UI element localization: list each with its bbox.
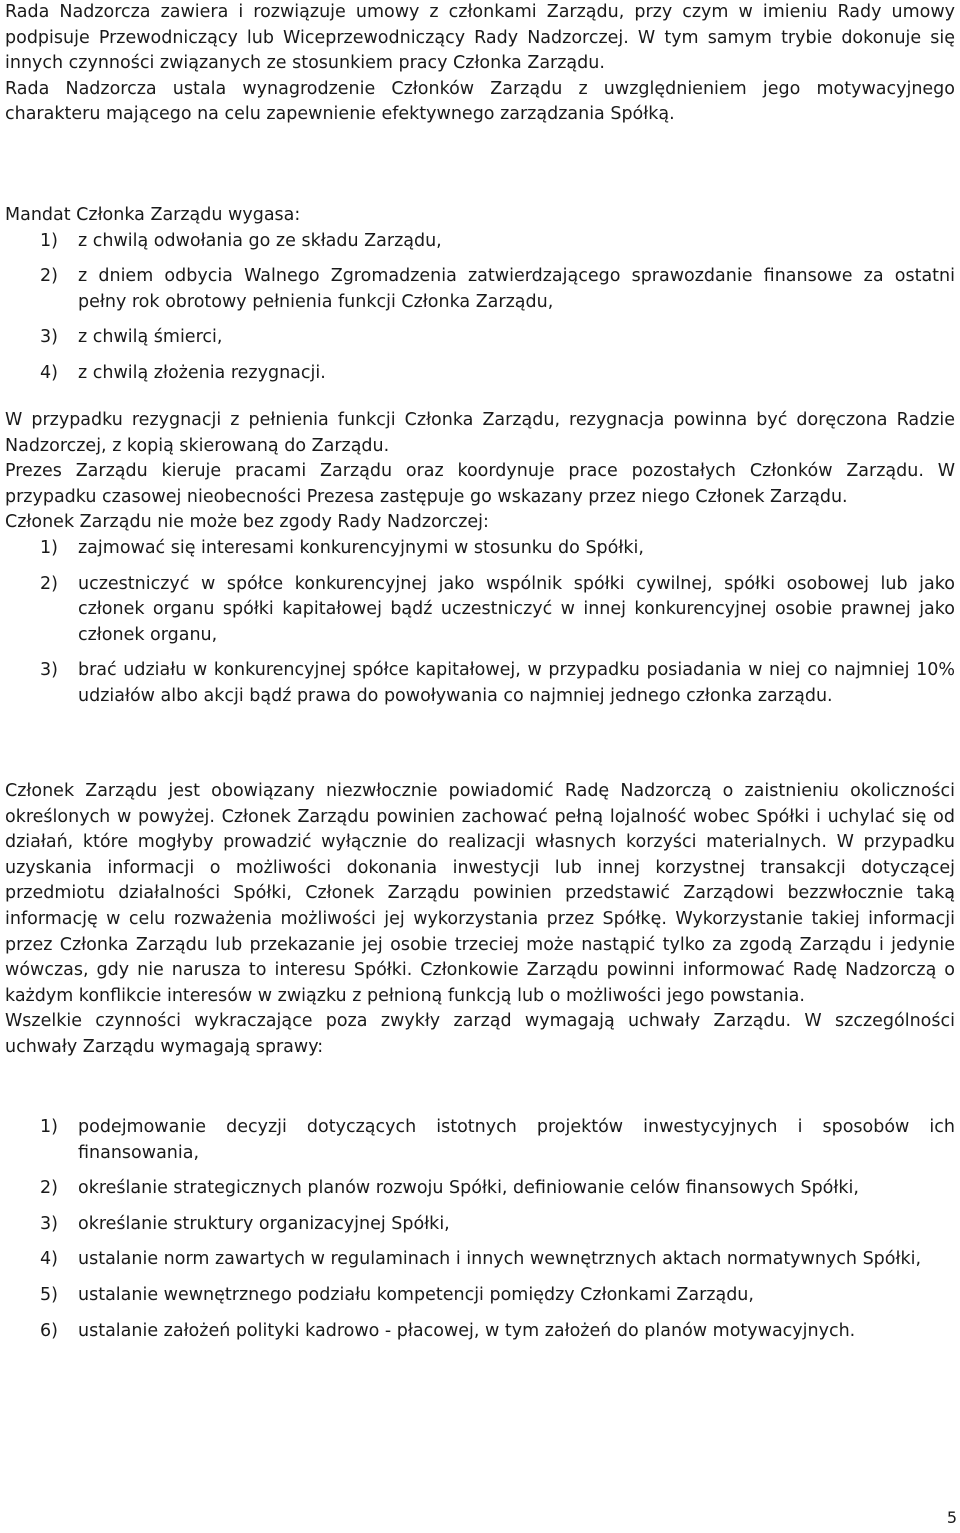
list-item-text: ustalanie norm zawartych w regulaminach i innych wewnętrznych aktach normatywnych Spółki, [78,1249,922,1270]
intro-section [5,0,955,128]
president-paragraph: Prezes Zarządu kieruje pracami Zarządu oraz koordynuje prace pozostałych Członków Zarządu. W przypadku czasowej nieobecności Prezesa zastępuje go wskazany przez niego Członek Zarządu. [5,461,955,507]
list-item [5,1176,955,1202]
intro-paragraph-1: Rada Nadzorcza zawiera i rozwiązuje umowy z członkami Zarządu, przy czym w imieniu Rady umowy podpisuje Przewodniczący lub Wiceprzewodniczący Rady Nadzorczej. W tym samym trybie dokonuje się innych czynności związanych ze stosunkiem pracy Członka Zarządu. [5,2,955,74]
list-item-number: 4) [40,1249,58,1270]
list-item [5,1115,955,1166]
list-item-number: 3) [40,327,58,348]
list-item-text: z chwilą śmierci, [78,327,223,348]
duties-paragraph: Członek Zarządu jest obowiązany niezwłocznie powiadomić Radę Nadzorczą o zaistnieniu okoliczności określonych w powyżej. Członek Zarządu powinien zachować pełną lojalność wobec Spółki i uchylać się od działań, które mogłyby prowadzić wyłącznie do realizacji własnych korzyści materialnych. W przypadku uzyskania informacji o możliwości dokonania inwestycji lub innej korzystnej transakcji dotyczącej przedmiotu działalności Spółki, Członek Zarządu powinien przedstawić Zarządowi bezzwłocznie taką informację w celu rozważenia możliwości jej wykorzystania przez Spółkę. Wykorzystanie takiej informacji przez Członka Zarządu lub przekazanie jej osobie trzeciej może nastąpić tylko za zgodą Zarządu i jedynie wówczas, gdy nie narusza to interesu Spółki. Członkowie Zarządu powinni informować Radę Nadzorczą o każdym konflikcie interesów w związku z pełnioną funkcją lub o możliwości jego powstania. [5,781,955,1006]
list-item-text: ustalanie wewnętrznego podziału kompetencji pomiędzy Członkami Zarządu, [78,1284,754,1305]
list-item-number: 2) [40,573,58,594]
resolutions-section [5,1115,955,1344]
duties-section [5,779,955,1061]
list-item [5,1247,955,1273]
list-item-number: 1) [40,230,58,251]
list-item-text: z dniem odbycia Walnego Zgromadzenia zatwierdzającego sprawozdanie finansowe za ostatni pełny rok obrotowy pełnienia funkcji Członka Zarządu, [78,266,955,312]
resolutions-heading: Wszelkie czynności wykraczające poza zwykły zarząd wymagają uchwały Zarządu. W szczególności uchwały Zarządu wymagają sprawy: [5,1011,955,1057]
list-item-text: określanie struktury organizacyjnej Spółki, [78,1213,450,1234]
list-item [5,264,955,315]
list-item-text: uczestniczyć w spółce konkurencyjnej jako wspólnik spółki cywilnej, spółki osobowej lub jako członek organu spółki kapitałowej bądź uczestniczyć w innej konkurencyjnej osobie prawnej jako członek organu, [78,573,955,645]
list-item [5,325,955,351]
mandate-heading: Mandat Członka Zarządu wygasa: [5,205,301,225]
list-item-number: 6) [40,1320,58,1341]
mandate-section [5,203,955,387]
list-item-number: 4) [40,362,58,383]
list-item-text: określanie strategicznych planów rozwoju Spółki, definiowanie celów finansowych Spółki, [78,1178,859,1199]
list-item-number: 1) [40,537,58,558]
list-item [5,361,955,387]
list-item [5,658,955,709]
list-item-text: zajmować się interesami konkurencyjnymi w stosunku do Spółki, [78,537,644,558]
list-item-number: 1) [40,1117,58,1137]
resignation-paragraph: W przypadku rezygnacji z pełnienia funkcji Członka Zarządu, rezygnacja powinna być doręczona Radzie Nadzorczej, z kopią skierowaną do Zarządu. [5,410,955,456]
list-item-text: brać udziału w konkurencyjnej spółce kapitałowej, w przypadku posiadania w niej co najmniej 10% udziałów albo akcji bądź prawa do powoływania co najmniej jednego członka zarządu. [78,660,955,706]
resolutions-list [5,1115,955,1344]
list-item-number: 5) [40,1284,58,1305]
list-item-text: z chwilą złożenia rezygnacji. [78,362,326,383]
list-item [5,1212,955,1238]
list-item-number: 3) [40,660,58,681]
list-item-number: 2) [40,266,58,287]
intro-paragraph-2: Rada Nadzorcza ustala wynagrodzenie Członków Zarządu z uwzględnieniem jego motywacyjnego charakteru mającego na celu zapewnienie efektywnego zarządzania Spółką. [5,78,955,125]
page-number: 5 [946,1508,957,1527]
list-item-text: ustalanie założeń polityki kadrowo - płacowej, w tym założeń do planów motywacyjnych. [78,1320,856,1341]
list-item [5,572,955,649]
resignation-section [5,408,955,710]
list-item-text: z chwilą odwołania go ze składu Zarządu, [78,230,442,251]
list-item [5,536,955,562]
list-item-text: podejmowanie decyzji dotyczących istotnych projektów inwestycyjnych i sposobów ich finansowania, [78,1117,955,1163]
list-item [5,229,955,255]
list-item [5,1283,955,1309]
noncompete-list [5,536,955,710]
noncompete-heading: Członek Zarządu nie może bez zgody Rady Nadzorczej: [5,512,489,533]
list-item-number: 3) [40,1213,58,1234]
list-item [5,1319,955,1345]
mandate-list [5,229,955,387]
list-item-number: 2) [40,1178,58,1199]
